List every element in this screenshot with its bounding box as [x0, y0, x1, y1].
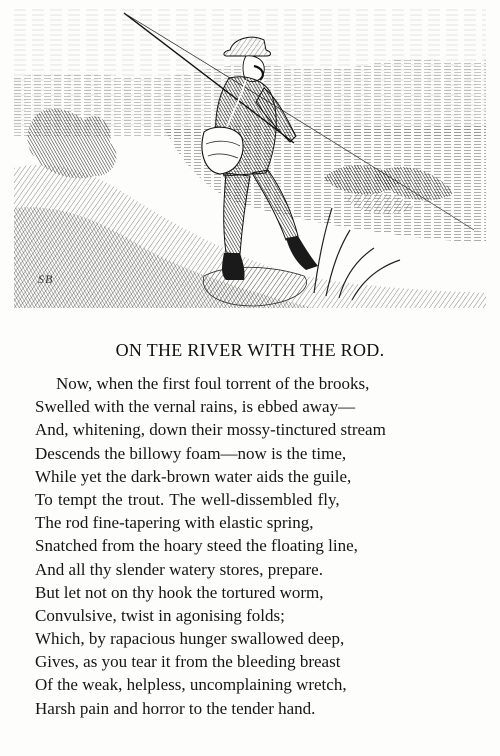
poem-line: Now, when the first foul torrent of the brooks, — [56, 374, 370, 393]
fisherman-engraving — [14, 8, 486, 308]
illustrator-monogram: SB — [38, 272, 54, 286]
poem-title: ON THE RIVER WITH THE ROD. — [115, 340, 385, 360]
poem-line: But let not on thy hook the tortured worm, — [35, 582, 324, 602]
poem-line: Which, by rapacious hunger swallowed deep, — [35, 629, 345, 649]
poem-line: Swelled with the vernal rains, is ebbed away— — [35, 397, 356, 417]
poem-line: While yet the dark-brown water aids the guile, — [35, 466, 352, 486]
poem-line: Convulsive, twist in agonising folds; — [35, 605, 285, 625]
poem-line: The rod fine-tapering with elastic spring, — [35, 513, 314, 533]
poem-line: And, whitening, down their mossy-tinctured stream — [35, 420, 386, 440]
poem-line: Gives, as you tear it from the bleeding breast — [35, 652, 341, 672]
poem-line: To tempt the trout. The well-dissembled fly, — [35, 489, 340, 509]
poem-body — [0, 372, 500, 720]
poem-line: Of the weak, helpless, uncomplaining wretch, — [35, 675, 347, 695]
poem-line: And all thy slender watery stores, prepare. — [35, 559, 323, 579]
poem-line: Harsh pain and horror to the tender hand. — [35, 698, 316, 718]
poem-line: Snatched from the hoary steed the floating line, — [35, 536, 358, 556]
poem-line: Descends the billowy foam—now is the time, — [35, 443, 347, 463]
